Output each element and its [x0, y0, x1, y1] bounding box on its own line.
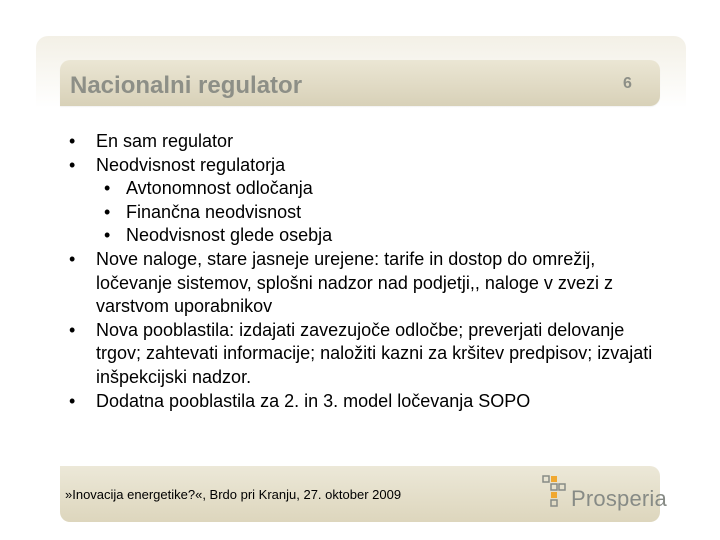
bullet-icon: • [69, 131, 76, 151]
bullet-text: Nova pooblastila: izdajati zavezujoče odločbe; preverjati delovanje trgov; zahtevati informacije; naložiti kazni za kršitev predpisov; izvajati inšpekcijski nadzor. [96, 319, 653, 387]
bullet-list [66, 130, 666, 413]
page-number: 6 [623, 75, 632, 92]
bullet-text: Neodvisnost glede osebja [126, 225, 333, 246]
bullet-icon: • [69, 319, 76, 340]
sub-bullet-item [66, 224, 666, 248]
bullet-text: Neodvisnost regulatorja [96, 154, 286, 175]
bullet-text: Nove naloge, stare jasneje urejene: tarife in dostop do omrežij, ločevanje sistemov, splošni nadzor nad podjetji,, naloge v zvezi z varstvom uporabnikov [96, 248, 613, 317]
logo-mark-icon [540, 474, 570, 512]
logo-text: Prosperia [571, 486, 667, 511]
bullet-item [66, 390, 666, 414]
bullet-text: Finančna neodvisnost [126, 201, 302, 222]
bullet-item [66, 319, 666, 390]
bullet-icon: • [69, 248, 76, 269]
bullet-item [66, 248, 666, 319]
bullet-item [66, 130, 666, 154]
bullet-icon: • [104, 178, 111, 199]
bullet-item [66, 154, 666, 178]
sub-bullet-item [66, 177, 666, 201]
bullet-icon: • [69, 154, 76, 175]
footer-event-text: »Inovacija energetike?«, Brdo pri Kranju, 27. oktober 2009 [65, 487, 402, 502]
bullet-icon: • [104, 201, 111, 222]
bullet-icon: • [69, 390, 76, 411]
bullet-text: En sam regulator [96, 131, 234, 151]
prosperia-logo [540, 474, 667, 518]
slide-title: Nacionalni regulator [70, 72, 303, 99]
bullet-icon: • [104, 225, 111, 246]
bullet-text: Avtonomnost odločanja [126, 178, 313, 199]
bullet-text: Dodatna pooblastila za 2. in 3. model ločevanja SOPO [96, 390, 531, 411]
sub-bullet-item [66, 201, 666, 225]
